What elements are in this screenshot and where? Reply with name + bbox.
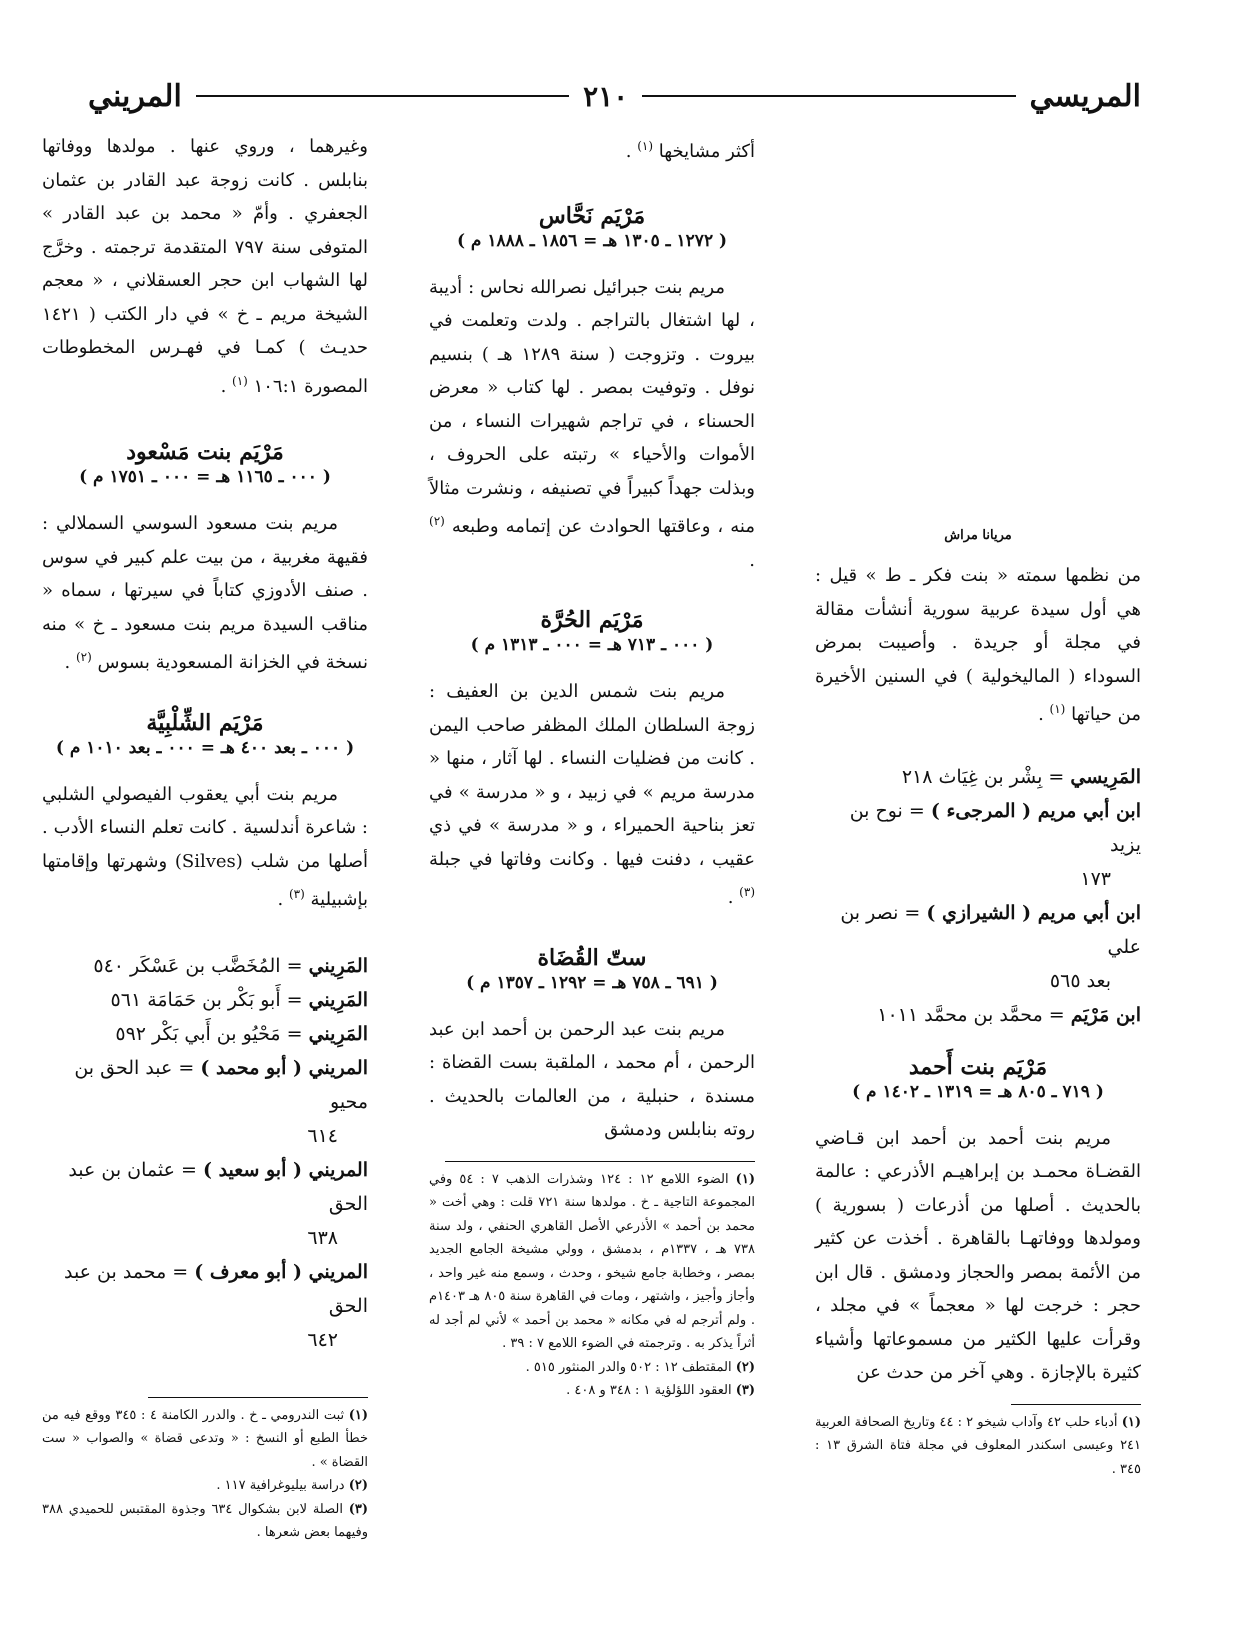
footnote-text: ثبت الندرومي ـ خ . والدرر الكامنة ٤ : ٣٤٥ ووقع فيه من خطأ الطبع أو النسخ : « وتدعى قضاة » والصواب « ست القضاة » . [42, 1407, 368, 1470]
xref-line [815, 760, 1141, 794]
footnote [42, 1498, 368, 1545]
xref-page: ٦١٤ [307, 1124, 338, 1147]
xref-page: ٦٣٨ [307, 1226, 338, 1249]
intro-paragraph [815, 559, 1141, 732]
entry-text: مريم بنت أحمد بن أحمد ابن قـاضي القضـاة محمـد بن إبراهيـم الأذرعي : عالمة بالحديث . أصلها من أذرعات ( بسورية ) ومولدها ووفاتهـا بالقاهرة . أخذت عن كثير من الأئمة بمصر والحجاز ودمشق . قال ابن حجر : خرجت لها « معجماً » في مجلد ، وقرأت عليها الكثير من مسموعاتها وأشياء كثيرة بالإجازة . وهي آخر من حدث عن [815, 1127, 1141, 1383]
xref-line [42, 1153, 368, 1221]
xref-target: = نصر بن علي [840, 901, 1141, 958]
xref-headword: ابن أبي مريم ( الشيرازي ) [926, 901, 1141, 924]
xref-target: = بِشْر بن غِيَاث ٢١٨ [901, 765, 1071, 788]
footnote-text: الضوء اللامع ١٢ : ١٢٤ وشذرات الذهب ٧ : ٥٤ وفي المجموعة التاجية ـ خ . مولدها سنة ٧٢١ قلت : وهي أخت « محمد بن أحمد » الأذرعي الأصل القاهري الحنفي ، ولد سنة ٧٣٨ هـ ، ١٣٣٧م ، بدمشق ، وولي مشيخة الجامع الجديد بمصر ، وخطابة جامع شيخو ، وحدث ، وسمع منه غير واحد ، وأجاز وأجيز ، واشتهر ، ومات في القاهرة سنة ٨٠٥ هـ ١٤٠٣م . ولم أترجم له في مكانه « محمد بن أحمد » لأني لم أجد له أثراً يذكر به . وترجمته في الضوء اللامع ٧ : ٣٩ . [429, 1171, 755, 1351]
header-rule-right [642, 95, 1015, 97]
xref-target: = عبد الحق بن محيو [74, 1056, 368, 1113]
footnote-ref: (١) [232, 373, 248, 388]
entry-text: مريم بنت عبد الرحمن بن أحمد ابن عبد الرحمن ، أم محمد ، الملقبة بست القضاة : مسندة ، حنبلية ، من العالمات بالحديث . روته بنابلس ودمشق [429, 1018, 755, 1140]
intro-text: من نظمها سمته « بنت فكر ـ ط » قيل : هي أول سيدة عربية سورية أنشأت مقالة في مجلة أو جريدة . وأصيبت بمرض السوداء ( الماليخولية ) في السنين الأخيرة من حياتها [815, 565, 1141, 725]
footnote-text: المقتطف ١٢ : ٥٠٢ والدر المنثور ٥١٥ . [525, 1359, 736, 1375]
xref-headword: المريني ( أبو معرف ) [194, 1260, 368, 1283]
continuation-text: وغيرهما ، وروي عنها . مولدها ووفاتها بنابلس . كانت زوجة عبد القادر بن عثمان الجعفري . وأمّ « محمد بن عبد القادر » المتوفى سنة ٧٩٧ المتقدمة ترجمته . وخرَّج لها الشهاب ابن حجر العسقلاني ، « معجم الشيخة مريم ـ خ » في دار الكتب ( ١٤٢١ حديـث ) كمـا في فهـرس المخطوطات المصورة ١٠٦:١ [42, 136, 368, 397]
entry-title: مَرْيَم بنت مَسْعود [126, 439, 284, 465]
continuation-paragraph [42, 130, 368, 403]
entry-title: مَرْيَم الشِّلْبِيَّة [146, 709, 264, 736]
footnote-number: (٣) [735, 1383, 755, 1398]
entry-text: مريم بنت جبرائيل نصرالله نحاس : أديبة ، لها اشتغال بالتراجم . ولدت وتعلمت في بيروت . وتزوجت ( سنة ١٢٨٩ هـ ) بنسيم نوفل . وتوفيت بمصر . لها كتاب « معرض الحسناء ، في تراجم شهيرات النساء ، من الأموات والأحياء » رتبته على الحروف ، وبذلت جهداً كبيراً في تصنيفه ، ونشرت مثالاً منه ، وعاقتها الحوادث عن إتمامه وطبعه $^{(٢)}$ . [429, 276, 755, 571]
footnote-text: أدباء حلب ٤٢ وآداب شيخو ٢ : ٤٤ وتاريخ الصحافة العربية ٢٤١ وعيسى اسكندر المعلوف في مجلة فتاة الشرق ١٣ : ٣٤٥ . [815, 1414, 1142, 1477]
footnote-rule [445, 1161, 755, 1162]
column-left [42, 130, 368, 1545]
footnote-ref: (٣) [739, 885, 755, 899]
column-middle [429, 130, 755, 1403]
continuation-paragraph [429, 130, 755, 169]
footnote-number: (٢) [735, 1359, 755, 1375]
xref-headword: ابن مَرْيَم [1070, 1003, 1141, 1026]
image-area [815, 130, 1141, 528]
xref-target: = محمَّد بن محمَّد ١٠١١ [877, 1003, 1071, 1026]
image-caption: مريانا مراش [944, 528, 1012, 543]
xref-headword: المَرِيسي [1070, 765, 1141, 788]
xref-line [815, 794, 1141, 862]
xref-target: = محمد بن عبد الحق [63, 1260, 368, 1317]
footnote [815, 1411, 1141, 1482]
entry-title: مَرْيَم الحُرَّة [540, 607, 644, 633]
footnote-ref: (١) [1049, 702, 1066, 716]
footnote-number: (١) [735, 1171, 755, 1187]
continuation-end: . [625, 141, 638, 162]
footnote [429, 1356, 755, 1380]
entry-body: مريم بنت شمس الدين بن العفيف : زوجة السلطان الملك المظفر صاحب اليمن . كانت من فضليات النساء . لها آثار ، منها « مدرسة مريم » في زبيد ، و « مدرسة » في تعز بناحية الحميراء ، و « مدرسة » في ذي عقيب ، دفنت فيها . وكانت وفاتها في جبلة [429, 681, 755, 870]
header-rule-left [196, 95, 569, 97]
entry-title: ستّ القُضَاة [537, 944, 647, 971]
xref-line [815, 896, 1141, 964]
xref-line [42, 1017, 368, 1051]
xref-headword: المَرِيني [308, 988, 368, 1011]
entry-dates: ( ٠٠٠ ـ بعد ٤٠٠ هـ = ٠٠٠ ـ بعد ١٠١٠ م ) [55, 737, 355, 758]
footnote [429, 1379, 755, 1403]
xref-headword: المَرِيني [308, 1022, 368, 1045]
xref-headword: المَرِيني [308, 954, 368, 977]
xref-line [42, 1255, 368, 1323]
footnote [42, 1404, 368, 1475]
footnote-rule [1011, 1404, 1141, 1405]
entry-body: مريم بنت أبي يعقوب الفيصولي الشلبي : شاعرة أندلسية . كانت تعلم النساء الأدب . أصلها من شلب (Silves) وشهرتها وإقامتها بإشبيلية [42, 783, 368, 910]
footnote-text: دراسة بيليوغرافية ١١٧ . [216, 1478, 349, 1493]
footnote-ref: (٢) [429, 514, 445, 528]
footnote-number: (١) [1121, 1414, 1141, 1430]
header-right-headword: المريسي [1029, 78, 1141, 114]
footnote [429, 1168, 755, 1356]
footnote-number: (٣) [348, 1501, 369, 1517]
page-number: ٢١٠ [583, 79, 629, 113]
footnote-text: الصلة لابن بشكوال ٦٣٤ وجذوة المقتبس للحميدي ٣٨٨ وفيهما بعض شعرها . [42, 1501, 368, 1540]
intro-end: . [1038, 704, 1050, 725]
xref-line [42, 983, 368, 1017]
entry-text: مريم بنت شمس الدين بن العفيف : زوجة السلطان الملك المظفر صاحب اليمن . كانت من فضليات النساء . لها آثار ، منها « مدرسة مريم » في زبيد ، و « مدرسة » في تعز بناحية الحميراء ، و « مدرسة » في ذي عقيب ، دفنت فيها . وكانت وفاتها في جبلة $^{(٣)}$ . [429, 681, 755, 908]
xref-line [42, 1051, 368, 1119]
entry-dates: ( ٧١٩ ـ ٨٠٥ هـ = ١٣١٩ ـ ١٤٠٢ م ) [852, 1081, 1104, 1102]
entry-dates: ( ١٢٧٢ ـ ١٣٠٥ هـ = ١٨٥٦ ـ ١٨٨٨ م ) [456, 230, 728, 251]
xref-line [815, 998, 1141, 1032]
entry-dates: ( ٠٠٠ ـ ٧١٣ هـ = ٠٠٠ ـ ١٣١٣ م ) [470, 635, 714, 655]
xref-target: = نوح بن يزيد [849, 799, 1141, 856]
footnote-ref: (٢) [75, 650, 92, 664]
xref-page: ١٧٣ [1080, 867, 1111, 890]
entry-body: مريم بنت مسعود السوسي السملالي : فقيهة مغربية ، من بيت علم كبير في سوس . صنف الأدوزي كتاباً في سيرتها ، سماه « مناقب السيدة مريم بنت مسعود ـ خ » منه نسخة في الخزانة المسعودية بسوس [42, 513, 368, 673]
entry-text: مريم بنت مسعود السوسي السملالي : فقيهة مغربية ، من بيت علم كبير في سوس . صنف الأدوزي كتاباً في سيرتها ، سماه « مناقب السيدة مريم بنت مسعود ـ خ » منه نسخة في الخزانة المسعودية بسوس $^{(٢)}$ . [42, 513, 368, 673]
xref-target: = عثمان بن عبد الحق [68, 1158, 368, 1215]
xref-target: = المُخَضَّب بن عَسْكَر ٥٤٠ [93, 954, 309, 977]
xref-headword: ابن أبي مريم ( المرجىء ) [930, 799, 1141, 822]
xref-page: بعد ٥٦٥ [1049, 969, 1111, 992]
footnote-ref: (٣) [288, 887, 305, 901]
running-header [88, 76, 1141, 116]
footnote-rule [148, 1397, 368, 1398]
xref-headword: المريني ( أبو محمد ) [200, 1056, 368, 1079]
entry-dates: ( ٦٩١ ـ ٧٥٨ هـ = ١٢٩٢ ـ ١٣٥٧ م ) [466, 972, 718, 993]
xref-target: = مَحْيُو بن أَبي بَكْر ٥٩٢ [115, 1022, 309, 1045]
xref-page: ٦٤٢ [307, 1328, 338, 1351]
continuation-end: . [220, 375, 233, 397]
xref-target: = أَبو بَكْر بن حَمَامَة ٥٦١ [110, 988, 309, 1011]
header-left-headword: المريني [88, 78, 182, 114]
entry-body: مريم بنت جبرائيل نصرالله نحاس : أديبة ، لها اشتغال بالتراجم . ولدت وتعلمت في بيروت . وتزوجت ( سنة ١٢٨٩ هـ ) بنسيم نوفل . وتوفيت بمصر . لها كتاب « معرض الحسناء ، في تراجم شهيرات النساء ، من الأموات والأحياء » رتبته على الحروف ، وبذلت جهداً كبيراً في تصنيفه ، ونشرت مثالاً منه ، وعاقتها الحوادث عن إتمامه وطبعه [429, 276, 755, 537]
xref-headword: المريني ( أبو سعيد ) [202, 1158, 368, 1181]
entry-dates: ( ٠٠٠ ـ ١١٦٥ هـ = ٠٠٠ ـ ١٧٥١ م ) [79, 467, 331, 487]
footnote [42, 1474, 368, 1498]
continuation-text: أكثر مشايخها [658, 141, 755, 162]
entry-title: مَرْيَم نَحَّاس [538, 202, 646, 229]
entry-title: مَرْيَم بنت أَحمد [908, 1053, 1048, 1080]
entry-text: مريم بنت أبي يعقوب الفيصولي الشلبي : شاعرة أندلسية . كانت تعلم النساء الأدب . أصلها من شلب (Silves) وشهرتها وإقامتها بإشبيلية $^{(٣)}$ . [42, 783, 368, 910]
xref-line [42, 949, 368, 983]
footnote-number: (٢) [348, 1478, 368, 1493]
footnote-number: (١) [348, 1407, 369, 1423]
column-right [815, 130, 1141, 1481]
footnote-text: العقود اللؤلؤية ١ : ٣٤٨ و ٤٠٨ . [566, 1383, 736, 1398]
footnote-ref: (١) [637, 139, 654, 153]
